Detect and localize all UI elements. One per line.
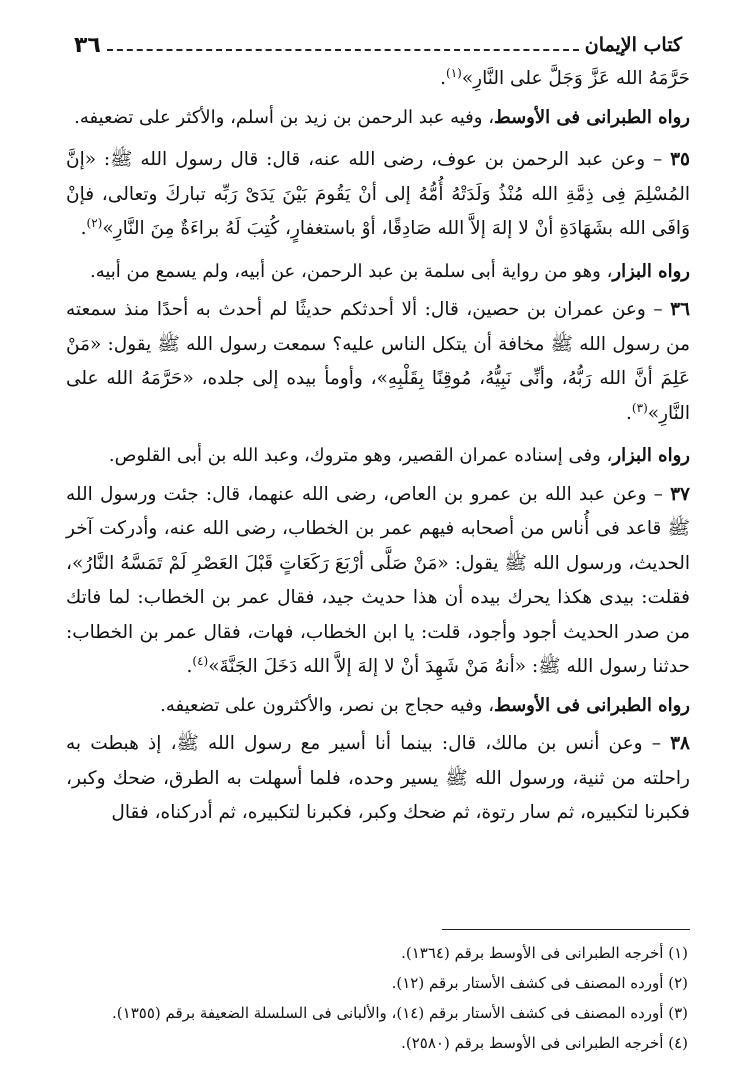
footnote-divider xyxy=(442,929,690,930)
footnote-ref-1: (١) xyxy=(446,65,462,80)
hadith-text: – وعن عبد الله بن عمرو بن العاص، رضى الله عنهما، قال: جئت ورسول الله ﷺ قاعد فى أُناس من أصحابه فيهم عمر بن الخطاب، رضى الله عنه، وأدركت آخر الحديث، ورسول الله ﷺ يقول: «مَنْ صَلَّى أرْبَعَ رَكَعَاتٍ قَبْلَ العَصْرِ لَمْ تَمَسَّهُ النَّارُ»، فقلت: بيدى هكذا يحرك بيده أن هذا حديث جيد، فقال عمر بن الخطاب: لما فاتك من صدر الحديث أجود وأجود، قلت: يا ابن الخطاب، فهات، فقال عمر بن الخطاب: حدثنا رسول الله ﷺ: «أنهُ مَنْ شَهِدَ أنْ لا إلهَ إلاَّ الله دَخَلَ الجَنَّةَ» xyxy=(66,483,690,677)
hadith-text: حَرَّمَهُ الله عَزَّ وَجَلَّ على النَّارِ» xyxy=(461,68,690,89)
footnote-ref-2: (٢) xyxy=(86,215,103,230)
hadith-38 xyxy=(66,727,690,831)
hadith-36 xyxy=(66,293,690,431)
hadith-text: – وعن عبد الرحمن بن عوف، رضى الله عنه، قال: قال رسول الله ﷺ: «إنَّ المُسْلِمَ فِى ذِمَّةِ الله مُنْذُ وَلَدَتْهُ أُمُّهُ إلى أنْ يَقُومَ بَيْنَ يَدَىْ رَبِّه تباركَ وتعالى، فإنْ وَافَى الله بشَهَادَةِ أنْ لا إلهَ إلاَّ الله صَادِقًا، أوْ باستغفارٍ، كُتِبَ لَهُ براءَةٌ مِنَ النَّارِ» xyxy=(66,149,690,239)
book-title: كتاب الإيمان xyxy=(584,34,682,56)
footnote-1: (١) أخرجه الطبرانى فى الأوسط برقم (١٣٦٤). xyxy=(401,944,688,962)
punctuation: . xyxy=(186,656,193,677)
paragraph-1 xyxy=(66,62,690,97)
hadith-number: ٣٧ xyxy=(670,483,690,505)
source-note: ، وفيه حجاج بن نصر، والأكثرون على تضعيفه. xyxy=(160,694,495,716)
hadith-37 xyxy=(66,478,690,685)
paragraph-6 xyxy=(66,439,690,474)
source-label: رواه البزار xyxy=(612,445,690,466)
page-header xyxy=(66,30,690,60)
footnote-ref-3: (٣) xyxy=(631,400,648,415)
punctuation: . xyxy=(440,68,447,89)
hadith-text: – وعن أنس بن مالك، قال: بينما أنا أسير مع رسول الله ﷺ، إذ هبطت به راحلته من ثنية، ورسول الله ﷺ يسير وحده، فلما أسهلت به الطرق، ضحك وكبر، فكبرنا لتكبيره، ثم سار رتوة، ثم ضحك وكبر، فكبرنا لتكبيره، ثم أدركناه، فقال xyxy=(66,733,690,823)
source-label: رواه الطبرانى فى الأوسط xyxy=(494,694,690,716)
footnotes xyxy=(66,938,688,1058)
source-label: رواه البزار xyxy=(612,260,690,282)
footnote-ref-4: (٤) xyxy=(192,653,209,668)
hadith-35 xyxy=(66,143,690,247)
footnote-2: (٢) أورده المصنف فى كشف الأستار برقم (١٢). xyxy=(391,974,688,992)
footnote-4: (٤) أخرجه الطبرانى فى الأوسط برقم (٢٥٨٠). xyxy=(401,1034,688,1052)
hadith-text: – وعن عمران بن حصين، قال: ألا أحدثكم حديثًا لم أحدث به أحدًا منذ سمعته من رسول الله ﷺ مخافة أن يتكل الناس عليه؟ سمعت رسول الله ﷺ يقول: «مَنْ عَلِمَ أنَّ الله رَبُّهُ، وأنِّى نَبِيُّهُ، مُوقِنًا بِقَلْبِهِ»، وأومأ بيده إلى جلده، «حَرَّمَهُ الله على النَّارِ» xyxy=(66,299,690,424)
paragraph-2 xyxy=(66,101,690,136)
source-label: رواه الطبرانى فى الأوسط xyxy=(494,106,690,128)
header-rule xyxy=(107,49,579,51)
hadith-number: ٣٦ xyxy=(670,299,690,320)
hadith-number: ٣٥ xyxy=(670,149,690,170)
source-note: ، وفيه عبد الرحمن بن زيد بن أسلم، والأكثر على تضعيفه. xyxy=(74,106,495,128)
punctuation: . xyxy=(80,218,87,239)
source-note: ، وهو من رواية أبى سلمة بن عبد الرحمن، عن أبيه، ولم يسمع من أبيه. xyxy=(89,260,613,282)
paragraph-8 xyxy=(66,689,690,724)
page-number: ٣٦ xyxy=(74,32,101,58)
punctuation: . xyxy=(626,402,632,424)
source-note: ، وفى إسناده عمران القصير، وهو متروك، وعبد الله بن أبى القلوص. xyxy=(108,445,613,466)
hadith-number: ٣٨ xyxy=(670,733,690,754)
body-text xyxy=(66,62,690,835)
footnote-3: (٣) أورده المصنف فى كشف الأستار برقم (١٤)، والألبانى فى السلسلة الضعيفة برقم (١٣٥٥). xyxy=(112,1004,688,1022)
paragraph-4 xyxy=(66,255,690,290)
